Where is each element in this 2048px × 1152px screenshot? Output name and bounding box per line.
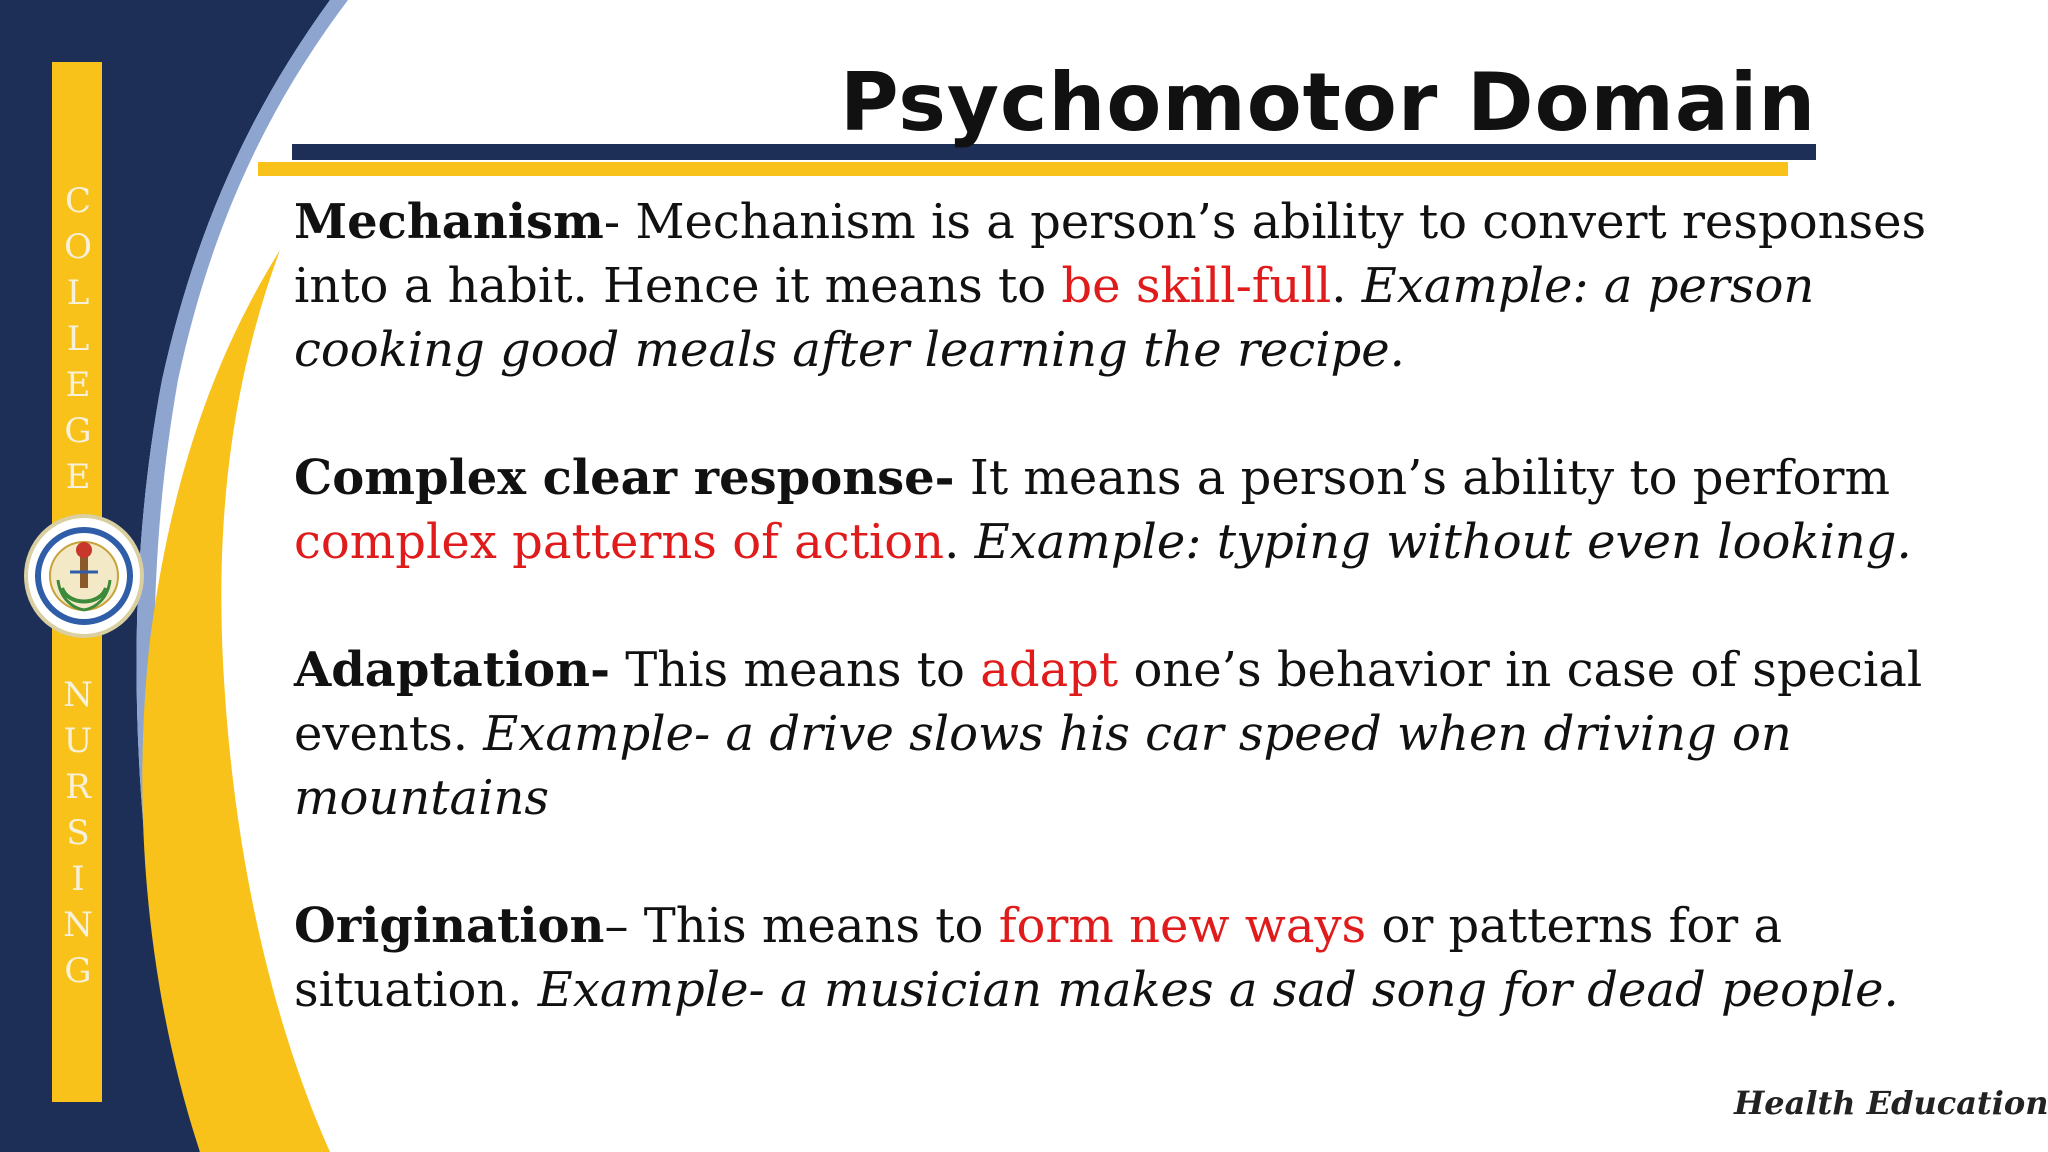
sidebar-letter: E bbox=[65, 457, 91, 497]
sidebar-nursing-letters bbox=[56, 672, 100, 994]
section-separator: - bbox=[603, 194, 636, 250]
section-term: Origination bbox=[294, 898, 605, 954]
section-highlight: complex patterns of action bbox=[294, 514, 945, 570]
section-example: Example- a musician makes a sad song for dead people. bbox=[537, 962, 1899, 1018]
section-separator bbox=[955, 450, 970, 506]
sidebar-letter: L bbox=[66, 273, 90, 313]
title-underline-gold bbox=[258, 162, 1788, 176]
section-example: Example: typing without even looking. bbox=[974, 514, 1912, 570]
slide-content bbox=[294, 190, 1994, 1086]
slide-title: Psychomotor Domain bbox=[840, 56, 1817, 149]
section-adaptation bbox=[294, 638, 1994, 830]
section-mechanism bbox=[294, 190, 1994, 382]
section-text-continued: . bbox=[1331, 258, 1362, 314]
footer-brand-text: Health Education bbox=[1734, 1084, 2048, 1122]
sidebar-letter: N bbox=[63, 905, 93, 945]
section-text: This means to bbox=[625, 642, 981, 698]
section-origination bbox=[294, 894, 1994, 1022]
sidebar-letter: C bbox=[64, 181, 91, 221]
section-text: This means to bbox=[643, 898, 999, 954]
section-highlight: form new ways bbox=[998, 898, 1367, 954]
section-separator bbox=[610, 642, 625, 698]
section-term: Adaptation- bbox=[294, 642, 610, 698]
section-term: Mechanism bbox=[294, 194, 604, 250]
section-text: Mechanism is a person’s ability to convert responses into a habit. Hence it means to bbox=[294, 194, 1927, 314]
sidebar-letter: U bbox=[63, 721, 93, 761]
section-term: Complex clear response- bbox=[294, 450, 955, 506]
section-example: Example- a drive slows his car speed when driving on mountains bbox=[294, 706, 1792, 826]
section-text-continued: or patterns for a situation. bbox=[294, 898, 1783, 1018]
section-text: It means a person’s ability to perform bbox=[969, 450, 1890, 506]
section-text-continued: . bbox=[944, 514, 975, 570]
sidebar-letter: E bbox=[65, 365, 91, 405]
section-separator: – bbox=[604, 898, 644, 954]
section-example: Example: a person cooking good meals after learning the recipe. bbox=[294, 258, 1815, 378]
sidebar-letter: I bbox=[71, 859, 85, 899]
college-seal-logo bbox=[24, 514, 144, 638]
sidebar-letter: N bbox=[63, 675, 93, 715]
sidebar-letter: S bbox=[66, 813, 90, 853]
seal-emblem-icon bbox=[32, 522, 136, 630]
sidebar-letter: L bbox=[66, 319, 90, 359]
sidebar-letter: O bbox=[64, 227, 92, 267]
sidebar-letter: G bbox=[64, 951, 92, 991]
sidebar-letter: G bbox=[64, 411, 92, 451]
section-highlight: be skill-full bbox=[1061, 258, 1332, 314]
section-complex-clear-response bbox=[294, 446, 1994, 574]
sidebar-college-letters bbox=[56, 178, 100, 500]
section-text-continued: one’s behavior in case of special events. bbox=[294, 642, 1923, 762]
section-highlight: adapt bbox=[980, 642, 1119, 698]
sidebar-letter: R bbox=[65, 767, 91, 807]
